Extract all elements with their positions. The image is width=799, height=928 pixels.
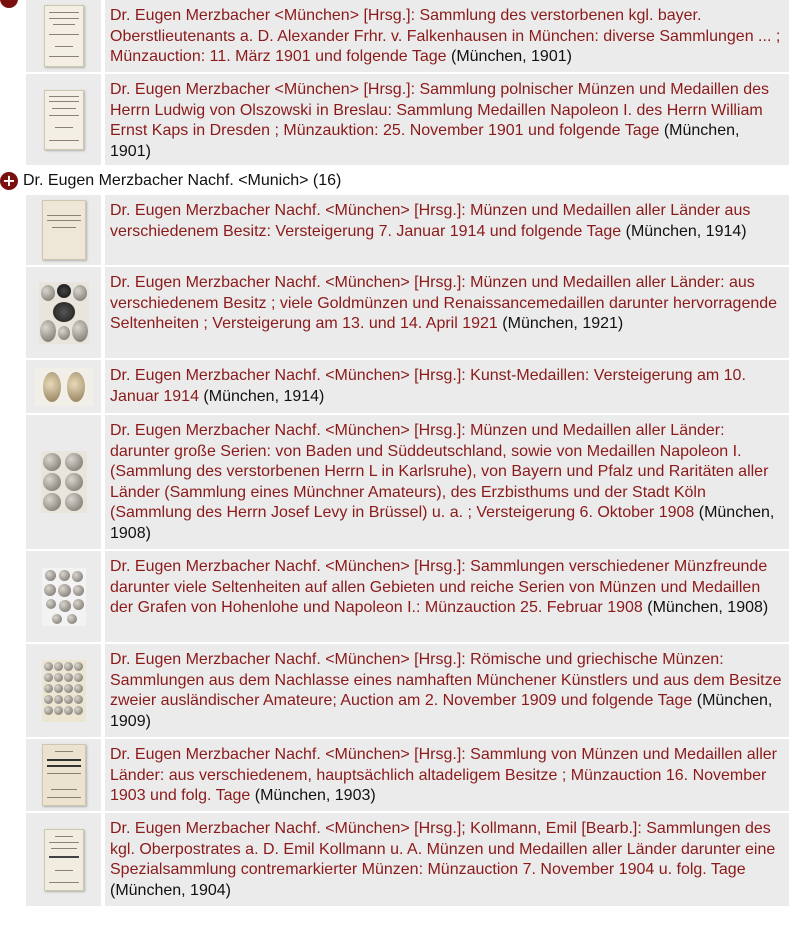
catalog-plate-thumbnail[interactable] <box>39 282 89 344</box>
entry-publication-info: (München, 1904) <box>110 881 231 899</box>
list-item <box>26 0 789 74</box>
catalog-cover-thumbnail[interactable] <box>42 744 86 806</box>
entry-text <box>105 0 789 72</box>
list-item <box>26 551 789 644</box>
entry-publication-info: (München, 1908) <box>647 599 769 617</box>
catalog-cover-thumbnail[interactable] <box>44 90 84 150</box>
thumbnail-cell[interactable] <box>26 0 105 72</box>
thumbnail-cell[interactable] <box>26 415 105 549</box>
entry-publication-info: (München, 1901) <box>110 122 740 160</box>
entry-title-link[interactable]: Dr. Eugen Merzbacher Nachf. <München> [Hrsg.]; Kollmann, Emil [Bearb.]: Sammlungen des kgl. Oberpostrates a. D. Emil Kollmann u. A. Münzen und Medaillen aller Länder darunter eine Spezialsammlung contremarkierter Münzen: Münzauction 7. November 1904 u. folg. Tage <box>110 820 776 879</box>
catalog-plate-thumbnail[interactable] <box>41 451 87 513</box>
thumbnail-cell[interactable] <box>26 74 105 165</box>
entry-title-link[interactable]: Dr. Eugen Merzbacher Nachf. <München> [Hrsg.]: Sammlung von Münzen und Medaillen aller Länder: aus verschiedenem, hauptsächlich altadeligem Besitze ; Münzauction 16. November 1903 und folg. Tage <box>110 746 778 805</box>
entry-publication-info: (München, 1909) <box>110 692 773 730</box>
entry-publication-info: (München, 1903) <box>254 787 376 805</box>
catalog-cover-thumbnail[interactable] <box>44 5 84 67</box>
catalog-cover-thumbnail[interactable] <box>44 829 84 891</box>
entry-text <box>105 195 789 265</box>
entry-text <box>105 551 789 642</box>
thumbnail-cell[interactable] <box>26 360 105 413</box>
entry-title-link[interactable]: Dr. Eugen Merzbacher Nachf. <München> [Hrsg.]: Münzen und Medaillen aller Länder: aus verschiedenem Besitz ; viele Goldmünzen und Renaissancemedaillen darunter hervorragende Seltenheiten ; Versteigerung am 13. und 14. April 1921 <box>110 274 778 333</box>
entry-text <box>105 644 789 737</box>
list-item <box>26 644 789 739</box>
catalog-plate-thumbnail[interactable] <box>35 368 93 406</box>
entry-title-link[interactable]: Dr. Eugen Merzbacher Nachf. <München> [Hrsg.]: Römische und griechische Münzen: Sammlungen aus dem Nachlasse eines namhaften Münchener Künstlers und aus dem Besitze zweier ausländischer Amateure; Auction am 2. November 1909 und folgende Tage <box>110 651 782 710</box>
group-entries <box>26 0 789 167</box>
list-item <box>26 74 789 167</box>
thumbnail-cell[interactable] <box>26 813 105 906</box>
plus-circle-icon[interactable]: + <box>0 172 18 190</box>
list-item <box>26 360 789 415</box>
catalog-cover-thumbnail[interactable] <box>42 200 86 260</box>
list-item <box>26 813 789 908</box>
entry-title-link[interactable]: Dr. Eugen Merzbacher Nachf. <München> [Hrsg.]: Münzen und Medaillen aller Länder: darunter große Serien: von Baden und Süddeutschland, sowie von Medaillen Napoleon I. (Sammlung des verstorbenen Herrn L in Karlsruhe), von Bayern und Pfalz und Raritäten aller Länder (Sammlung eines Münchner Amateurs), des Erzbisthums und der Stadt Köln (Sammlung des Herrn Josef Levy in Brüssel) u. a. ; Versteigerung 6. Oktober 1908 <box>110 422 769 522</box>
entry-text <box>105 739 789 811</box>
list-item <box>26 415 789 551</box>
catalog-plate-thumbnail[interactable] <box>42 568 86 626</box>
entry-title-link[interactable]: Dr. Eugen Merzbacher Nachf. <München> [Hrsg.]: Münzen und Medaillen aller Länder aus verschiedenem Besitz: Versteigerung 7. Januar 1914 und folgende Tage <box>110 202 751 240</box>
entry-publication-info: (München, 1914) <box>625 222 747 240</box>
entry-title-link[interactable]: Dr. Eugen Merzbacher <München> [Hrsg.]: Sammlung polnischer Münzen und Medaillen des Herrn Ludwig von Olszowski in Breslau: Sammlung Medaillen Napoleon I. des Herrn William Ernst Kaps in Dresden ; Münzauktion: 25. November 1901 und folgende Tage <box>110 81 770 140</box>
thumbnail-cell[interactable] <box>26 195 105 265</box>
group-label[interactable]: Dr. Eugen Merzbacher Nachf. <Munich> (16) <box>23 171 342 189</box>
entry-text <box>105 415 789 549</box>
entry-title-link[interactable]: Dr. Eugen Merzbacher <München> [Hrsg.]: Sammlung des verstorbenen kgl. bayer. Oberstlieutenants a. D. Alexander Frhr. v. Falkenhausen in München: diverse Sammlungen ... ; Münzauction: 11. März 1901 und folgende Tage <box>110 7 781 66</box>
entry-text <box>105 267 789 358</box>
entry-text <box>105 813 789 906</box>
list-item <box>26 195 789 267</box>
thumbnail-cell[interactable] <box>26 267 105 358</box>
thumbnail-cell[interactable] <box>26 644 105 737</box>
entry-text <box>105 74 789 165</box>
catalog-plate-thumbnail[interactable] <box>42 660 86 722</box>
thumbnail-cell[interactable] <box>26 739 105 811</box>
entry-publication-info: (München, 1908) <box>110 504 775 542</box>
list-item <box>26 739 789 813</box>
entry-publication-info: (München, 1901) <box>450 48 572 66</box>
group-header[interactable] <box>0 169 799 193</box>
thumbnail-cell[interactable] <box>26 551 105 642</box>
entry-title-link[interactable]: Dr. Eugen Merzbacher Nachf. <München> [Hrsg.]: Sammlungen verschiedener Münzfreunde darunter viele Seltenheiten auf allen Gebieten und reiche Serien von Münzen und Medaillen der Grafen von Hohenlohe und Napoleon I.: Münzauction 25. Februar 1908 <box>110 558 768 617</box>
entry-publication-info: (München, 1914) <box>203 387 325 405</box>
entry-title-link[interactable]: Dr. Eugen Merzbacher Nachf. <München> [Hrsg.]: Kunst-Medaillen: Versteigerung am 10. Januar 1914 <box>110 367 746 405</box>
list-item <box>26 267 789 360</box>
group-entries <box>26 195 789 908</box>
entry-text <box>105 360 789 413</box>
entry-publication-info: (München, 1921) <box>502 315 624 333</box>
